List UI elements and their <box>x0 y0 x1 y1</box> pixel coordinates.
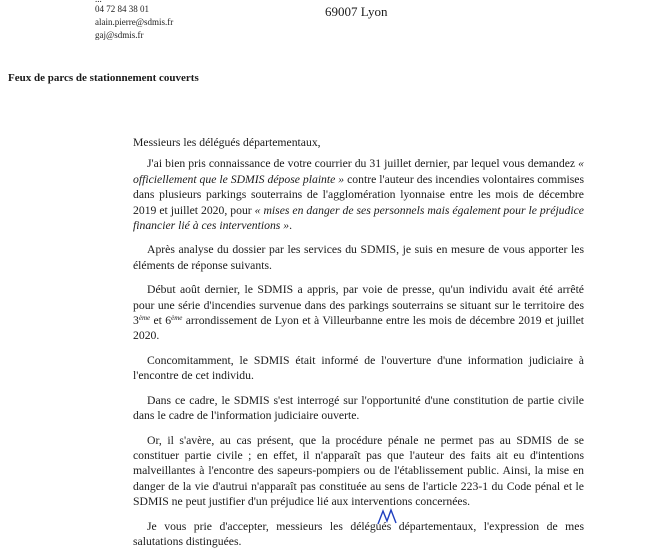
recipient-city: 69007 Lyon <box>325 4 388 19</box>
letter-body <box>133 135 584 558</box>
paragraph-2: Après analyse du dossier par les services du SDMIS, je suis en mesure de vous apporter les éléments de réponse suivants. <box>133 243 584 272</box>
paragraph-1: J'ai bien pris connaissance de votre courrier du 31 juillet dernier, par lequel vous demandez « officiellement que le SDMIS dépose plainte » contre l'auteur des incendies volontaires commises dans plusieurs parkings souterrains de l'agglomération lyonnaise entre les mois de décembre 2019 et juillet 2020, pour « mises en danger de ses personnels mais également pour le préjudice financier lié à ces interventions ». <box>133 157 584 233</box>
closing: Je vous prie d'accepter, messieurs les délégués départementaux, l'expression de mes salutations distinguées. <box>133 519 584 548</box>
phone-value: 04 72 84 38 01 <box>95 4 149 14</box>
quote-2: « mises en danger de ses personnels mais également pour le préjudice financier lié à ces interventions » <box>133 203 584 233</box>
paragraph-3: Début août dernier, le SDMIS a appris, par voie de presse, qu'un individu avait été arrêté pour une série d'incendies survenue dans des parkings souterrains se situant sur le territoire des 3ème et 6ème arrondissement de Lyon et à Villeurbanne entre les mois de décembre 2019 et juillet 2020. <box>133 283 585 343</box>
greeting: Messieurs les délégués départementaux, <box>133 136 321 149</box>
email-value-2: gaj@sdmis.fr <box>95 30 144 40</box>
email-value: alain.pierre@sdmis.fr <box>95 17 174 27</box>
paragraph-4: Concomitamment, le SDMIS était informé de l'ouverture d'une information judiciaire à l'encontre de cet individu. <box>133 353 584 383</box>
paragraph-6: Or, il s'avère, au cas présent, que la procédure pénale ne permet pas au SDMIS de se constituer partie civile ; en effet, il n'apparaît pas que l'auteur des faits ait eu d'intentions malveillantes à l'encontre des sapeurs-pompiers ou de l'établissement public. Ainsi, la mise en danger de la vie d'autrui n'apparaît pas constituée au sens de l'article 223-1 du Code pénal et le SDMIS ne peut justifier d'un préjudice lié aux interventions concernées. <box>133 433 584 509</box>
quote-1: « officiellement que le SDMIS dépose plainte » <box>133 157 584 186</box>
paragraph-5: Dans ce cadre, le SDMIS s'est interrogé sur l'opportunité d'une constitution de partie civile dans le cadre de l'information judiciaire ouverte. <box>133 393 584 423</box>
letter-subject: Feux de parcs de stationnement couverts <box>8 72 199 84</box>
signature-mark <box>372 505 412 525</box>
